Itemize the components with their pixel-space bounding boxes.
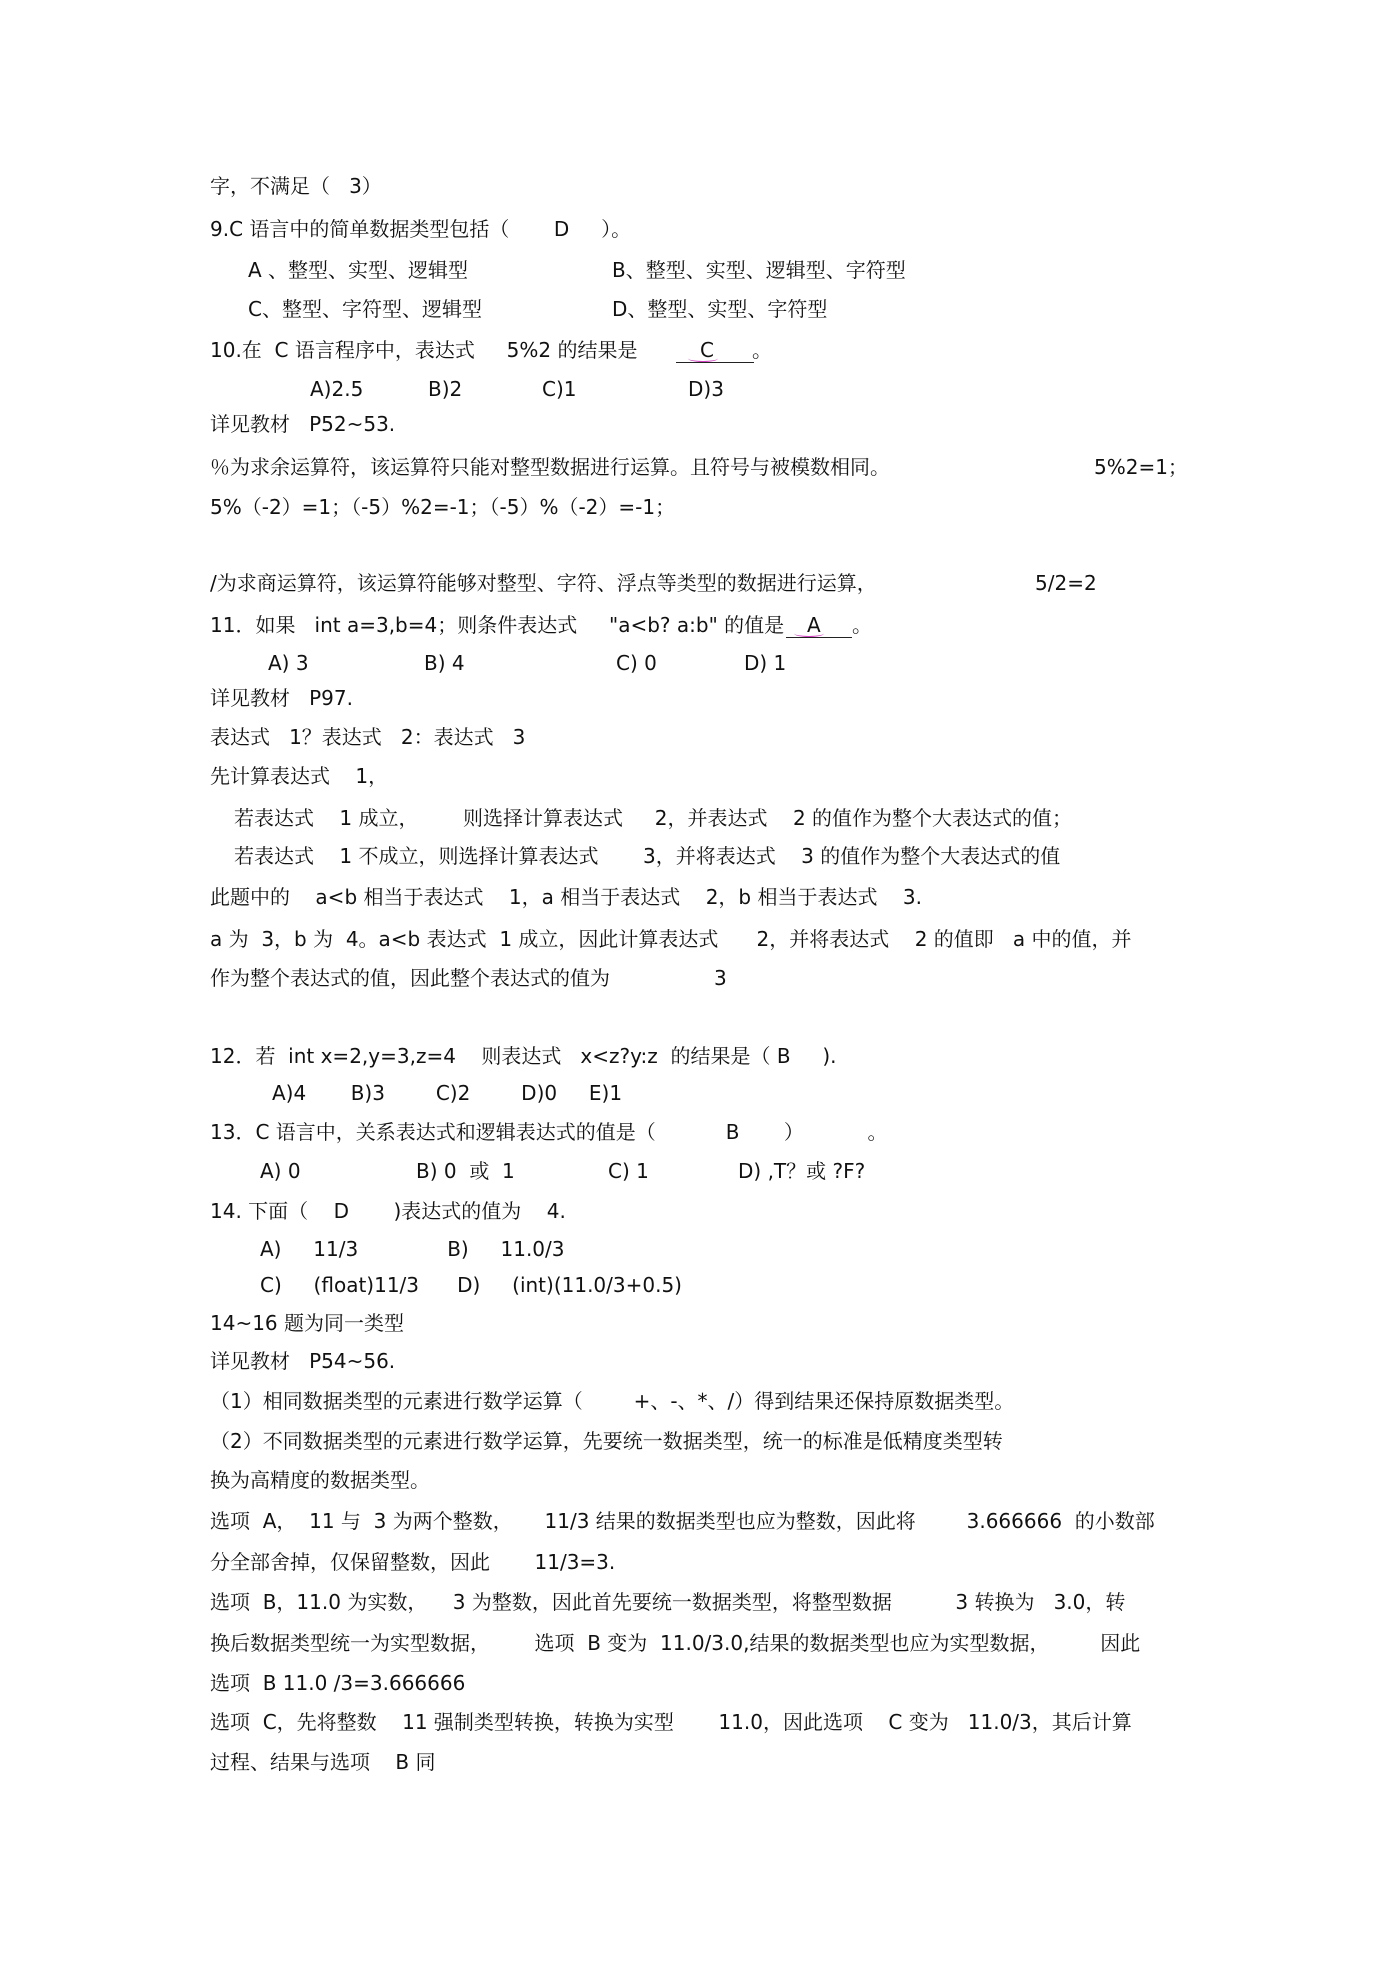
option-b: B) 4 bbox=[424, 651, 465, 675]
text-line: 字，不满足（ 3） bbox=[210, 174, 382, 198]
question-12: 12．若 int x=2,y=3,z=4 则表达式 x<z?y:z 的结果是（ B ). bbox=[210, 1044, 837, 1068]
question-11: 11．如果 int a=3,b=4；则条件表达式 "a<b? a:b" 的值是 bbox=[210, 613, 785, 637]
option-c: C、整型、字符型、逻辑型 bbox=[248, 297, 482, 321]
explanation-line: /为求商运算符，该运算符能够对整型、字符、浮点等类型的数据进行运算， bbox=[210, 571, 877, 595]
explanation-line: 3 bbox=[714, 966, 727, 990]
explanation-line: 5%（-2）=1；（-5）%2=-1；（-5）%（-2）=-1； bbox=[210, 495, 676, 519]
option-a: A) 3 bbox=[268, 651, 309, 675]
question-14: 14. 下面（ D )表达式的值为 4. bbox=[210, 1199, 566, 1223]
explanation-line: 过程、结果与选项 B 同 bbox=[210, 1750, 436, 1774]
explanation-line: 换后数据类型统一为实型数据， 选项 B 变为 11.0/3.0,结果的数据类型也应为实型数据， 因此 bbox=[210, 1631, 1141, 1655]
explanation-line: 若表达式 1 不成立，则选择计算表达式 3，并将表达式 3 的值作为整个大表达式的值 bbox=[234, 844, 1061, 868]
explanation-line: （1）相同数据类型的元素进行数学运算（ +、-、*、/）得到结果还保持原数据类型。 bbox=[210, 1389, 1015, 1413]
explanation-line: 此题中的 a<b 相当于表达式 1，a 相当于表达式 2，b 相当于表达式 3. bbox=[210, 885, 922, 909]
option-b: B)2 bbox=[428, 377, 463, 401]
explanation-line: （2）不同数据类型的元素进行数学运算，先要统一数据类型，统一的标准是低精度类型转 bbox=[210, 1429, 1003, 1453]
explanation-line: 若表达式 1 成立， 则选择计算表达式 2，并表达式 2 的值作为整个大表达式的值； bbox=[234, 806, 1073, 830]
option-a: A) 0 bbox=[260, 1159, 301, 1183]
options-line: A)4 B)3 C)2 D)0 E)1 bbox=[272, 1081, 623, 1105]
question-9: 9.C 语言中的简单数据类型包括（ D ）。 bbox=[210, 217, 632, 241]
question-13: 13．C 语言中，关系表达式和逻辑表达式的值是（ B ） 。 bbox=[210, 1120, 888, 1144]
option-d: D) 1 bbox=[744, 651, 787, 675]
explanation-line: a 为 3，b 为 4。a<b 表达式 1 成立，因此计算表达式 2，并将表达式 2 的值即 a 中的值，并 bbox=[210, 927, 1132, 951]
explanation-line: ％为求余运算符，该运算符只能对整型数据进行运算。且符号与被模数相同。 bbox=[210, 455, 890, 479]
explanation-line: 选项 B，11.0 为实数， 3 为整数，因此首先要统一数据类型，将整型数据 3 转换为 3.0，转 bbox=[210, 1590, 1126, 1614]
answer-text: C bbox=[700, 338, 714, 362]
option-c: C) 0 bbox=[616, 651, 657, 675]
explanation-line: 5/2=2 bbox=[1035, 571, 1097, 595]
option-b: B) 0 或 1 bbox=[416, 1159, 515, 1183]
explanation-line: 选项 C，先将整数 11 强制类型转换，转换为实型 11.0，因此选项 C 变为 11.0/3，其后计算 bbox=[210, 1710, 1132, 1734]
text-line: 。 bbox=[852, 613, 872, 637]
explanation-line: 5%2=1； bbox=[1094, 455, 1188, 479]
explanation-line: 表达式 1？表达式 2：表达式 3 bbox=[210, 725, 526, 749]
option-b: B、整型、实型、逻辑型、字符型 bbox=[612, 258, 906, 282]
reference: 详见教材 P52~53. bbox=[210, 412, 396, 436]
option-c: C)1 bbox=[542, 377, 577, 401]
question-10: 10.在 C 语言程序中，表达式 5%2 的结果是 bbox=[210, 338, 638, 362]
option-d: D、整型、实型、字符型 bbox=[612, 297, 828, 321]
reference: 详见教材 P97. bbox=[210, 686, 353, 710]
explanation-line: 先计算表达式 1， bbox=[210, 764, 389, 788]
options-line: A) 11/3 B) 11.0/3 bbox=[260, 1237, 565, 1261]
explanation-line: 选项 B 11.0 /3=3.666666 bbox=[210, 1671, 466, 1695]
options-line: C) (float)11/3 D) (int)(11.0/3+0.5) bbox=[260, 1273, 682, 1297]
explanation-line: 分全部舍掉，仅保留整数，因此 11/3=3. bbox=[210, 1550, 616, 1574]
option-a: A 、整型、实型、逻辑型 bbox=[248, 258, 469, 282]
option-c: C) 1 bbox=[608, 1159, 649, 1183]
answer-text: A bbox=[807, 613, 821, 637]
explanation-line: 作为整个表达式的值，因此整个表达式的值为 bbox=[210, 966, 610, 990]
option-d: D) ‚T？或 ?F? bbox=[738, 1159, 866, 1183]
explanation-line: 换为高精度的数据类型。 bbox=[210, 1468, 430, 1492]
option-d: D)3 bbox=[688, 377, 724, 401]
explanation-line: 选项 A， 11 与 3 为两个整数， 11/3 结果的数据类型也应为整数，因此将 3.666666 的小数部 bbox=[210, 1509, 1155, 1533]
note: 14~16 题为同一类型 bbox=[210, 1311, 405, 1335]
answer-blank bbox=[676, 362, 754, 363]
text-line: 。 bbox=[752, 338, 772, 362]
option-a: A)2.5 bbox=[310, 377, 364, 401]
reference: 详见教材 P54~56. bbox=[210, 1349, 396, 1373]
